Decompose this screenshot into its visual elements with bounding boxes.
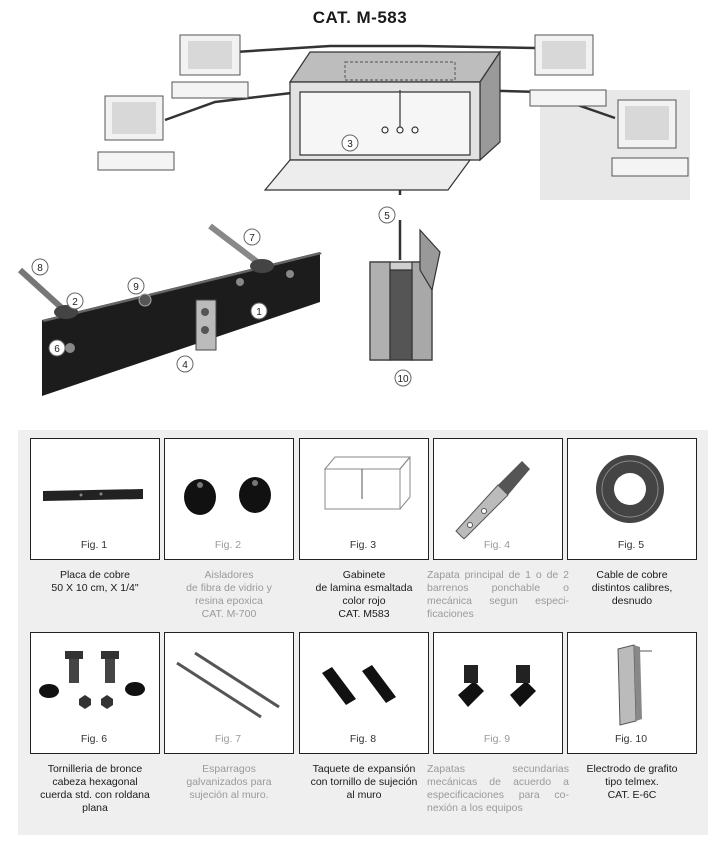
figure-2-label: Fig. 2 bbox=[214, 539, 242, 551]
figure-7-description: Esparragos galvanizados para sujeción al muro. bbox=[186, 763, 272, 801]
figure-3-label: Fig. 3 bbox=[349, 539, 377, 551]
bronze-bolts-icon bbox=[31, 633, 159, 733]
figure-8-description: Taquete de expansión con tornillo de sujeción al muro bbox=[310, 763, 418, 801]
secondary-lugs-icon bbox=[434, 633, 562, 733]
computer-left-icon bbox=[98, 96, 174, 170]
figure-6-label: Fig. 6 bbox=[80, 733, 108, 745]
figure-9-description: Zapatas secundarias mecánicas de acuerdo a especificaciones para co-nexión a los equipos bbox=[427, 763, 569, 814]
figure-3-description: Gabinete de lamina esmaltada color rojo CAT. M583 bbox=[315, 569, 413, 620]
callout-8: 8 bbox=[37, 263, 43, 274]
figure-10-label: Fig. 10 bbox=[614, 733, 648, 745]
figure-7-label: Fig. 7 bbox=[214, 733, 242, 745]
graphite-electrode-icon bbox=[568, 633, 696, 733]
expansion-anchor-icon bbox=[300, 633, 428, 733]
callout-1: 1 bbox=[256, 307, 262, 318]
callout-7: 7 bbox=[249, 233, 255, 244]
assembly-illustration bbox=[0, 30, 720, 410]
catalog-title: CAT. M-583 bbox=[312, 8, 408, 27]
figure-5-description: Cable de cobre distintos calibres, desnudo bbox=[591, 569, 673, 607]
figure-5-label: Fig. 5 bbox=[617, 539, 645, 551]
figure-8-label: Fig. 8 bbox=[349, 733, 377, 745]
copper-cable-coil-icon bbox=[568, 439, 696, 539]
cabinet-icon bbox=[300, 439, 428, 539]
galvanized-studs-icon bbox=[165, 633, 293, 733]
callout-2: 2 bbox=[72, 297, 78, 308]
figure-10-description: Electrodo de grafito tipo telmex. CAT. E-6C bbox=[586, 763, 678, 801]
callout-10: 10 bbox=[397, 374, 409, 385]
figure-6-description: Tornilleria de bronce cabeza hexagonal cuerda std. con roldana plana bbox=[40, 763, 150, 814]
insulators-icon bbox=[165, 439, 293, 539]
figure-grid bbox=[18, 430, 708, 835]
callout-4: 4 bbox=[182, 360, 188, 371]
callout-9: 9 bbox=[133, 282, 139, 293]
callout-3: 3 bbox=[347, 139, 353, 150]
figure-9-label: Fig. 9 bbox=[483, 733, 511, 745]
figure-1-label: Fig. 1 bbox=[80, 539, 108, 551]
figure-2-description: Aisladores de fibra de vidrio y resina epoxica CAT. M-700 bbox=[186, 569, 272, 620]
figure-4-description: Zapata principal de 1 o de 2 barrenos ponchable o mecánica segun especi-ficaciones bbox=[427, 569, 569, 620]
main-lug-icon bbox=[434, 439, 562, 539]
callout-5: 5 bbox=[384, 211, 390, 222]
computer-top-left-icon bbox=[172, 35, 248, 98]
figure-4-label: Fig. 4 bbox=[483, 539, 511, 551]
figure-1-description: Placa de cobre 50 X 10 cm, X 1/4" bbox=[51, 569, 139, 594]
copper-plate-icon bbox=[31, 439, 159, 539]
callout-6: 6 bbox=[54, 344, 60, 355]
